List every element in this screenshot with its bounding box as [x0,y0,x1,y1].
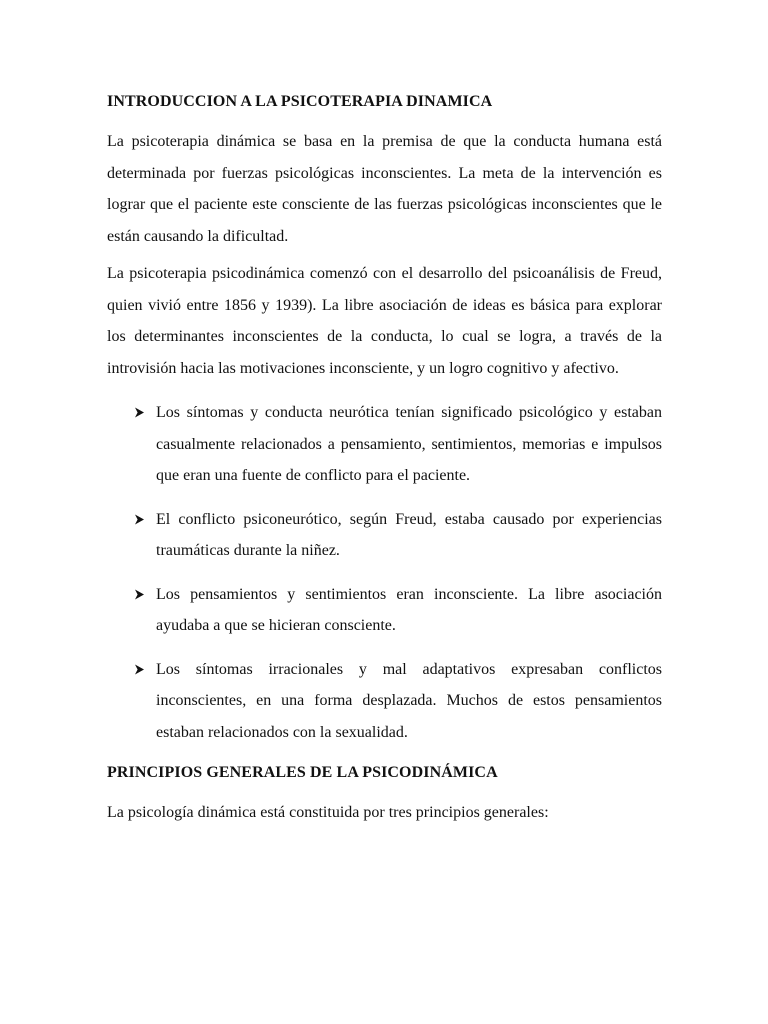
arrowhead-bullet-icon [134,514,145,525]
bullet-item [107,397,662,492]
bullet-list [107,397,662,748]
bullet-text: Los síntomas irracionales y mal adaptativos expresaban conflictos inconscientes, en una forma desplazada. Muchos de estos pensamientos estaban relacionados con la sexualidad. [156,660,662,741]
section-heading-intro: INTRODUCCION A LA PSICOTERAPIA DINAMICA [107,93,493,110]
arrowhead-bullet-icon [134,407,145,418]
arrowhead-bullet-icon [134,589,145,600]
arrowhead-bullet-icon [134,664,145,675]
bullet-item [107,579,662,642]
paragraph-intro: La psicoterapia dinámica se basa en la premisa de que la conducta humana está determinada por fuerzas psicológicas inconscientes. La meta de la intervención es lograr que el paciente este consciente de las fuerzas psicológicas inconscientes que le están causando la dificultad. [107,133,662,245]
bullet-item [107,504,662,567]
bullet-item [107,654,662,749]
bullet-text: Los pensamientos y sentimientos eran inconsciente. La libre asociación ayudaba a que se hicieran consciente. [156,585,662,634]
bullet-text: Los síntomas y conducta neurótica tenían significado psicológico y estaban casualmente relacionados a pensamiento, sentimientos, memorias e impulsos que eran una fuente de conflicto para el paciente. [156,404,662,484]
paragraph-principles: La psicología dinámica está constituida por tres principios generales: [107,804,549,821]
paragraph-history: La psicoterapia psicodinámica comenzó con el desarrollo del psicoanálisis de Freud, quien vivió entre 1856 y 1939). La libre asociación de ideas es básica para explorar los determinantes inconscientes de la conducta, lo cual se logra, a través de la introvisión hacia las motivaciones inconsciente, y un logro cognitivo y afectivo. [107,265,662,377]
section-heading-principles: PRINCIPIOS GENERALES DE LA PSICODINÁMICA [107,764,498,781]
bullet-text: El conflicto psiconeurótico, según Freud, estaba causado por experiencias traumáticas durante la niñez. [156,510,662,559]
document-page [107,91,662,829]
